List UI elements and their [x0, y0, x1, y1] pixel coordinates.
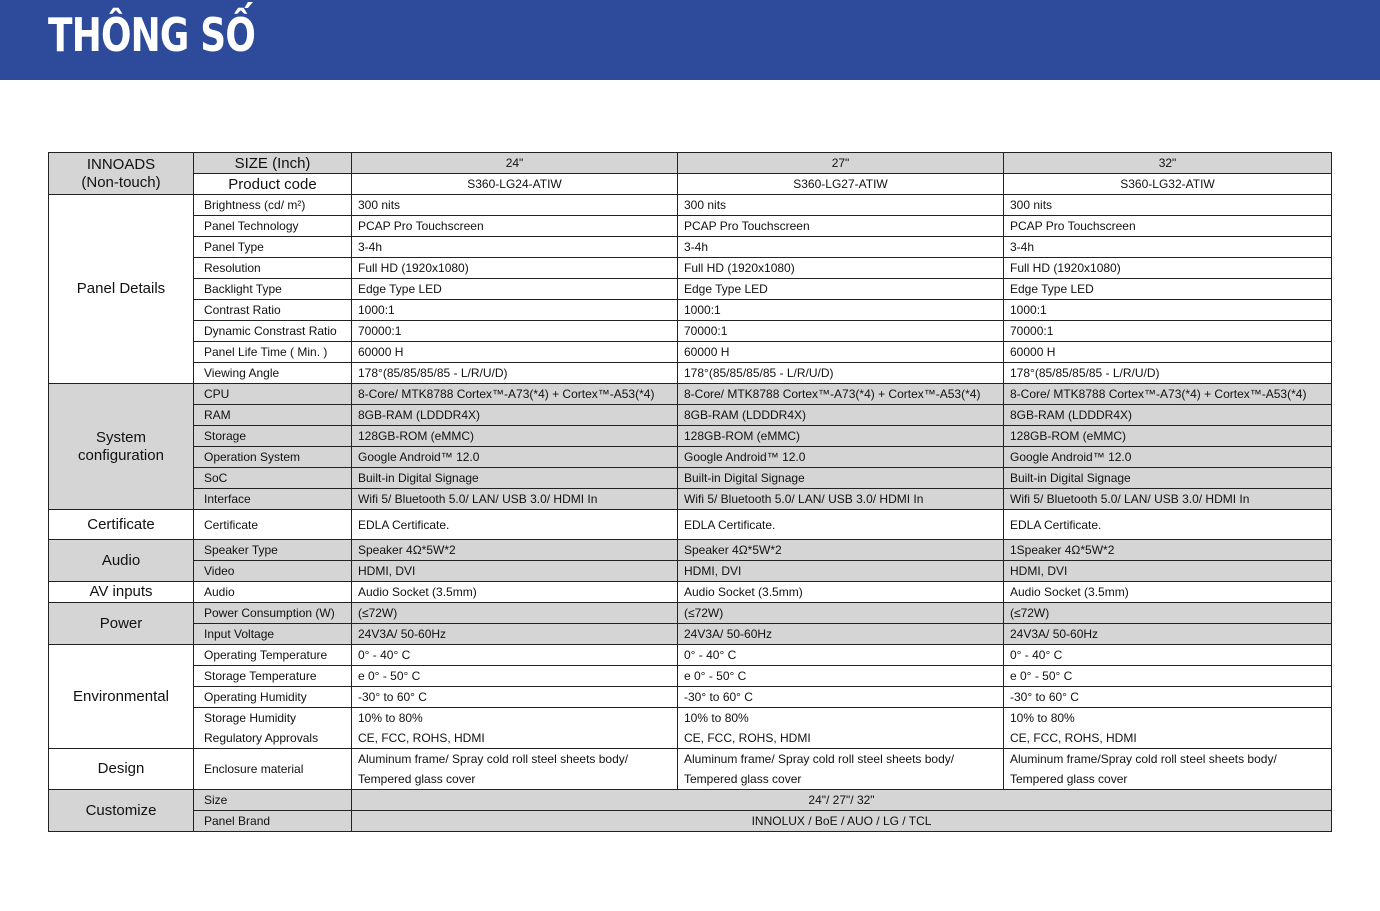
- table-cell: 8-Core/ MTK8788 Cortex™-A73(*4) + Cortex™-A53(*4): [1004, 384, 1332, 405]
- table-row: [49, 300, 1332, 321]
- table-cell: PCAP Pro Touchscreen: [1004, 216, 1332, 237]
- row-label: CPU: [194, 384, 352, 405]
- table-row: [49, 687, 1332, 708]
- table-cell: [352, 749, 678, 790]
- table-cell: 1000:1: [352, 300, 678, 321]
- table-cell: PCAP Pro Touchscreen: [352, 216, 678, 237]
- cell-line: 10% to 80%: [1010, 711, 1075, 725]
- row-label: Panel Life Time ( Min. ): [194, 342, 352, 363]
- table-row: [49, 216, 1332, 237]
- table-cell: Google Android™ 12.0: [678, 447, 1004, 468]
- group-title-line: System: [95, 428, 146, 446]
- cell-line: CE, FCC, ROHS, HDMI: [358, 731, 485, 745]
- code-24: S360-LG24-ATIW: [352, 174, 678, 195]
- table-cell: 60000 H: [678, 342, 1004, 363]
- table-cell: 300 nits: [352, 195, 678, 216]
- table-cell: Wifi 5/ Bluetooth 5.0/ LAN/ USB 3.0/ HDMI In: [1004, 489, 1332, 510]
- row-label: Storage: [194, 426, 352, 447]
- spec-table: [48, 152, 1332, 832]
- size-32: 32": [1004, 153, 1332, 174]
- table-row: [49, 342, 1332, 363]
- cell-line: CE, FCC, ROHS, HDMI: [684, 731, 811, 745]
- table-row: [49, 749, 1332, 790]
- group-design: Design: [49, 749, 194, 790]
- table-cell: 8GB-RAM (LDDDR4X): [352, 405, 678, 426]
- table-cell: Wifi 5/ Bluetooth 5.0/ LAN/ USB 3.0/ HDMI In: [678, 489, 1004, 510]
- row-label: RAM: [194, 405, 352, 426]
- group-power: Power: [49, 603, 194, 645]
- table-cell: 24V3A/ 50-60Hz: [678, 624, 1004, 645]
- row-label: Backlight Type: [194, 279, 352, 300]
- cell-line: 10% to 80%: [684, 711, 749, 725]
- group-certificate: Certificate: [49, 510, 194, 540]
- table-cell: [1004, 749, 1332, 790]
- table-cell: HDMI, DVI: [678, 561, 1004, 582]
- table-cell: Audio Socket (3.5mm): [352, 582, 678, 603]
- table-row: [49, 510, 1332, 540]
- cell-line: CE, FCC, ROHS, HDMI: [1010, 731, 1137, 745]
- table-cell: -30° to 60° C: [1004, 687, 1332, 708]
- table-row: [49, 540, 1332, 561]
- group-customize: Customize: [49, 790, 194, 832]
- table-row: [49, 195, 1332, 216]
- table-cell: 1000:1: [678, 300, 1004, 321]
- table-cell: Full HD (1920x1080): [352, 258, 678, 279]
- group-title-line: configuration: [78, 446, 164, 464]
- table-cell: 24V3A/ 50-60Hz: [1004, 624, 1332, 645]
- table-row: [49, 666, 1332, 687]
- table-cell: 3-4h: [678, 237, 1004, 258]
- table-cell: 3-4h: [1004, 237, 1332, 258]
- table-cell: -30° to 60° C: [352, 687, 678, 708]
- table-cell: 70000:1: [678, 321, 1004, 342]
- table-cell: 24V3A/ 50-60Hz: [352, 624, 678, 645]
- table-cell: 60000 H: [1004, 342, 1332, 363]
- size-label: SIZE (Inch): [194, 153, 352, 174]
- table-row: [49, 582, 1332, 603]
- group-audio: Audio: [49, 540, 194, 582]
- table-row: [49, 405, 1332, 426]
- group-panel-details: Panel Details: [49, 195, 194, 384]
- table-cell: [352, 708, 678, 749]
- table-cell: 300 nits: [678, 195, 1004, 216]
- table-cell: PCAP Pro Touchscreen: [678, 216, 1004, 237]
- table-row: [49, 321, 1332, 342]
- table-cell: 178°(85/85/85/85 - L/R/U/D): [1004, 363, 1332, 384]
- row-label: Brightness (cd/ m²): [194, 195, 352, 216]
- table-row: [49, 468, 1332, 489]
- row-label: Regulatory Approvals: [204, 731, 319, 745]
- page-title: THÔNG SỐ: [48, 8, 256, 62]
- table-row: [49, 384, 1332, 405]
- table-cell: 0° - 40° C: [352, 645, 678, 666]
- table-cell: 70000:1: [1004, 321, 1332, 342]
- table-cell: INNOLUX / BoE / AUO / LG / TCL: [352, 811, 1332, 832]
- row-label: Resolution: [194, 258, 352, 279]
- cell-line: Tempered glass cover: [358, 772, 476, 786]
- row-label: Dynamic Constrast Ratio: [194, 321, 352, 342]
- table-cell: Built-in Digital Signage: [1004, 468, 1332, 489]
- row-label: Interface: [194, 489, 352, 510]
- table-cell: (≤72W): [678, 603, 1004, 624]
- table-cell: 8-Core/ MTK8788 Cortex™-A73(*4) + Cortex™-A53(*4): [678, 384, 1004, 405]
- group-av-inputs: AV inputs: [49, 582, 194, 603]
- product-code-label: Product code: [194, 174, 352, 195]
- table-cell: e 0° - 50° C: [1004, 666, 1332, 687]
- header-banner: [0, 0, 1380, 80]
- table-cell: Full HD (1920x1080): [678, 258, 1004, 279]
- group-environmental: Environmental: [49, 645, 194, 749]
- table-cell: e 0° - 50° C: [352, 666, 678, 687]
- table-cell: 128GB-ROM (eMMC): [352, 426, 678, 447]
- table-cell: 178°(85/85/85/85 - L/R/U/D): [352, 363, 678, 384]
- row-label: SoC: [194, 468, 352, 489]
- table-cell: (≤72W): [1004, 603, 1332, 624]
- row-label: Panel Technology: [194, 216, 352, 237]
- table-cell: 70000:1: [352, 321, 678, 342]
- table-cell: Speaker 4Ω*5W*2: [352, 540, 678, 561]
- row-label: Panel Type: [194, 237, 352, 258]
- header-row-code: [49, 174, 1332, 195]
- table-row: [49, 645, 1332, 666]
- row-label: Audio: [194, 582, 352, 603]
- table-cell: 8-Core/ MTK8788 Cortex™-A73(*4) + Cortex™-A53(*4): [352, 384, 678, 405]
- table-cell: EDLA Certificate.: [678, 510, 1004, 540]
- row-label: Enclosure material: [194, 749, 352, 790]
- brand-subtitle: (Non-touch): [81, 173, 161, 191]
- table-cell: [1004, 708, 1332, 749]
- table-cell: 0° - 40° C: [678, 645, 1004, 666]
- row-label: Operating Temperature: [194, 645, 352, 666]
- table-cell: Built-in Digital Signage: [678, 468, 1004, 489]
- table-cell: 8GB-RAM (LDDDR4X): [1004, 405, 1332, 426]
- table-cell: Full HD (1920x1080): [1004, 258, 1332, 279]
- table-row: [49, 603, 1332, 624]
- table-cell: Wifi 5/ Bluetooth 5.0/ LAN/ USB 3.0/ HDMI In: [352, 489, 678, 510]
- table-row: [49, 561, 1332, 582]
- size-27: 27": [678, 153, 1004, 174]
- table-row: [49, 363, 1332, 384]
- table-row: [49, 258, 1332, 279]
- table-row: [49, 708, 1332, 749]
- row-label: Input Voltage: [194, 624, 352, 645]
- brand-cell: [49, 153, 194, 195]
- table-cell: 300 nits: [1004, 195, 1332, 216]
- table-cell: Audio Socket (3.5mm): [678, 582, 1004, 603]
- row-label-pair: [194, 708, 352, 749]
- table-cell: 0° - 40° C: [1004, 645, 1332, 666]
- table-cell: 1Speaker 4Ω*5W*2: [1004, 540, 1332, 561]
- table-cell: 24"/ 27"/ 32": [352, 790, 1332, 811]
- row-label: Viewing Angle: [194, 363, 352, 384]
- table-cell: 60000 H: [352, 342, 678, 363]
- code-32: S360-LG32-ATIW: [1004, 174, 1332, 195]
- table-cell: 128GB-ROM (eMMC): [678, 426, 1004, 447]
- row-label: Contrast Ratio: [194, 300, 352, 321]
- table-cell: Edge Type LED: [1004, 279, 1332, 300]
- table-row: [49, 489, 1332, 510]
- table-cell: -30° to 60° C: [678, 687, 1004, 708]
- table-cell: 3-4h: [352, 237, 678, 258]
- row-label: Storage Humidity: [204, 711, 297, 725]
- table-row: [49, 426, 1332, 447]
- table-cell: 8GB-RAM (LDDDR4X): [678, 405, 1004, 426]
- table-cell: [678, 749, 1004, 790]
- row-label: Certificate: [194, 510, 352, 540]
- table-cell: EDLA Certificate.: [1004, 510, 1332, 540]
- brand-name: INNOADS: [86, 155, 156, 173]
- row-label: Operation System: [194, 447, 352, 468]
- table-cell: EDLA Certificate.: [352, 510, 678, 540]
- cell-line: Aluminum frame/ Spray cold roll steel sheets body/: [684, 752, 955, 766]
- table-cell: Audio Socket (3.5mm): [1004, 582, 1332, 603]
- table-row: [49, 237, 1332, 258]
- cell-line: Aluminum frame/Spray cold roll steel sheets body/: [1010, 752, 1277, 766]
- row-label: Operating Humidity: [194, 687, 352, 708]
- header-row-size: [49, 153, 1332, 174]
- table-cell: 1000:1: [1004, 300, 1332, 321]
- table-row: [49, 790, 1332, 811]
- cell-line: Tempered glass cover: [684, 772, 802, 786]
- table-cell: Google Android™ 12.0: [1004, 447, 1332, 468]
- table-row: [49, 447, 1332, 468]
- row-label: Storage Temperature: [194, 666, 352, 687]
- table-cell: HDMI, DVI: [1004, 561, 1332, 582]
- table-cell: Google Android™ 12.0: [352, 447, 678, 468]
- cell-line: 10% to 80%: [358, 711, 423, 725]
- cell-line: Aluminum frame/ Spray cold roll steel sheets body/: [358, 752, 629, 766]
- table-cell: Edge Type LED: [678, 279, 1004, 300]
- size-24: 24": [352, 153, 678, 174]
- table-cell: Edge Type LED: [352, 279, 678, 300]
- row-label: Power Consumption (W): [194, 603, 352, 624]
- code-27: S360-LG27-ATIW: [678, 174, 1004, 195]
- table-cell: 178°(85/85/85/85 - L/R/U/D): [678, 363, 1004, 384]
- table-cell: Speaker 4Ω*5W*2: [678, 540, 1004, 561]
- table-cell: HDMI, DVI: [352, 561, 678, 582]
- row-label: Speaker Type: [194, 540, 352, 561]
- cell-line: Tempered glass cover: [1010, 772, 1128, 786]
- table-cell: Built-in Digital Signage: [352, 468, 678, 489]
- table-cell: e 0° - 50° C: [678, 666, 1004, 687]
- table-row: [49, 811, 1332, 832]
- table-cell: (≤72W): [352, 603, 678, 624]
- table-row: [49, 624, 1332, 645]
- group-system-configuration: [49, 384, 194, 510]
- table-cell: 128GB-ROM (eMMC): [1004, 426, 1332, 447]
- row-label: Size: [194, 790, 352, 811]
- table-cell: [678, 708, 1004, 749]
- row-label: Video: [194, 561, 352, 582]
- table-row: [49, 279, 1332, 300]
- row-label: Panel Brand: [194, 811, 352, 832]
